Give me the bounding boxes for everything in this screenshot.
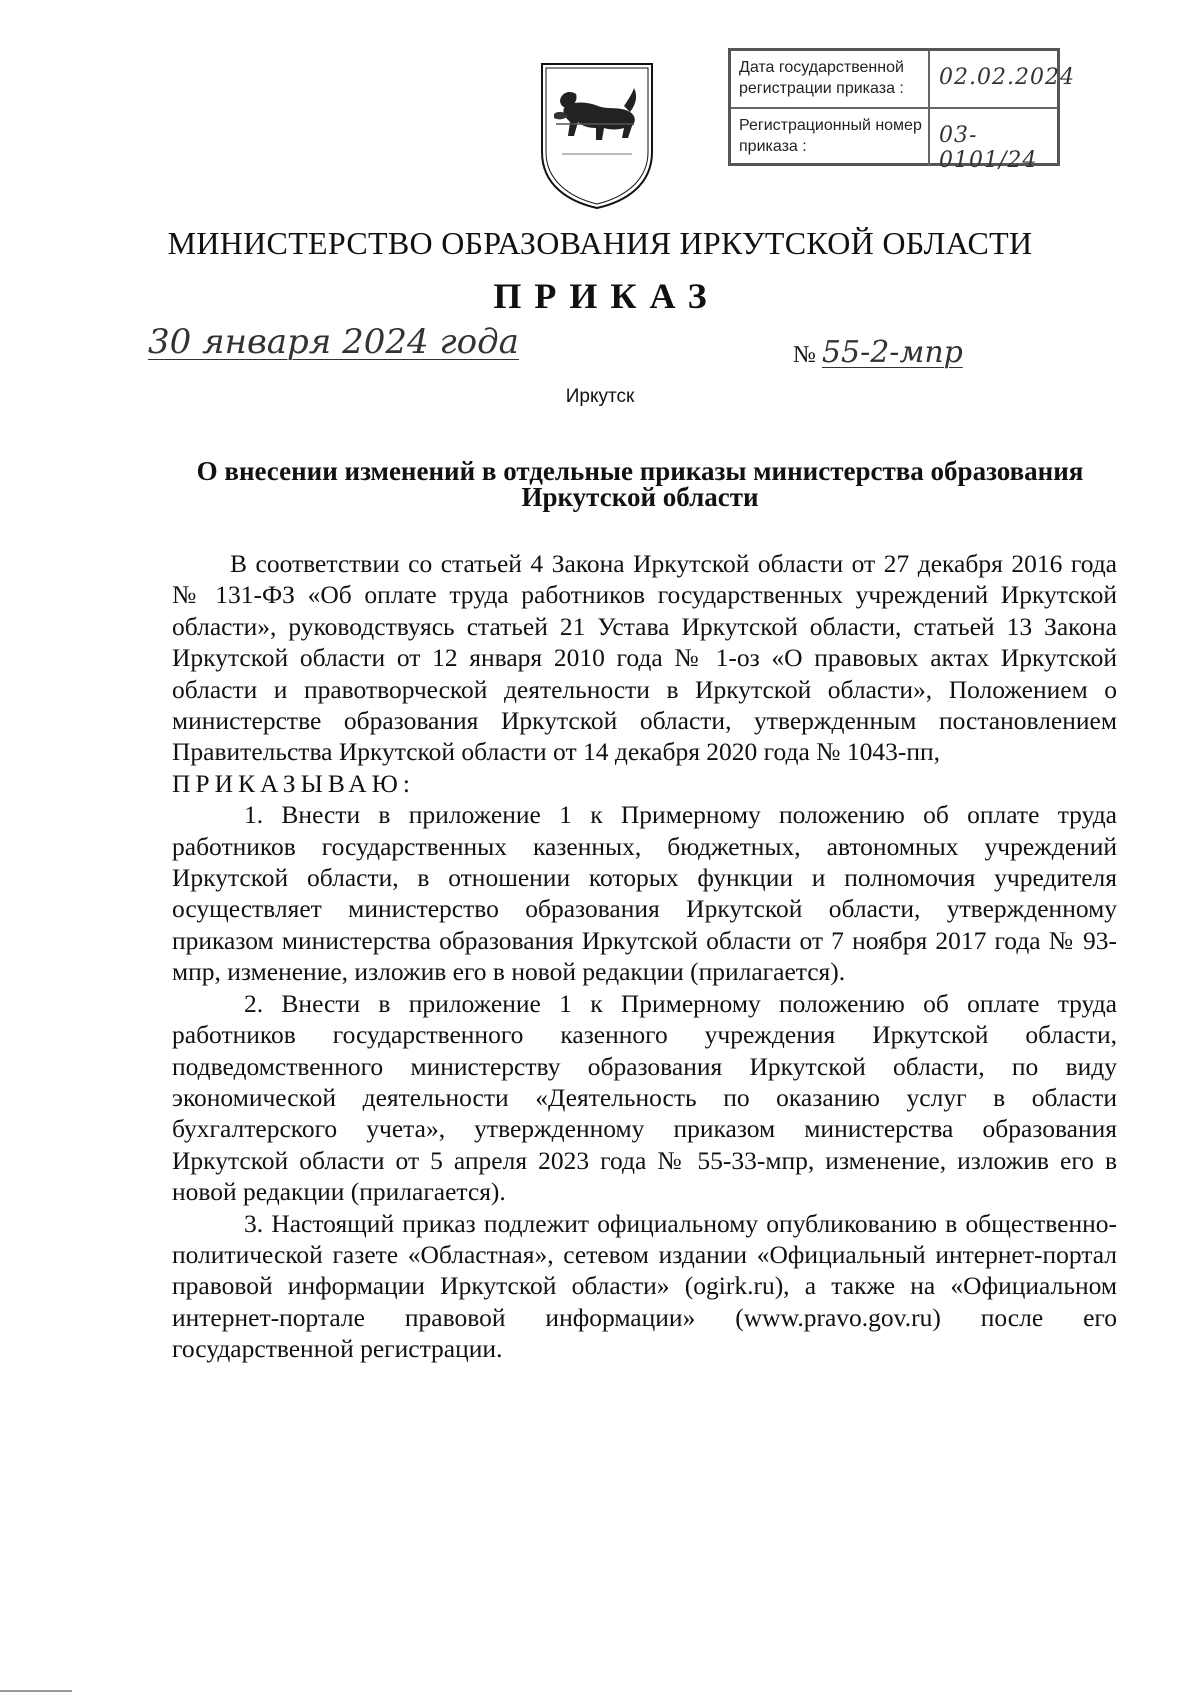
order-number <box>793 335 963 370</box>
order-word: ПРИКАЗЫВАЮ: <box>172 768 415 798</box>
registration-date-row <box>731 51 1075 109</box>
scan-artifact-line <box>0 1690 72 1692</box>
order-item-2: 2. Внести в приложение 1 к Примерному положению об оплате труда работников государственного казенного учреждения Иркутской области, подведомственного министерству образования Иркутской области, по виду экономической деятельности «Деятельность по оказанию услуг в области бухгалтерского учета», утвержденному приказом министерства образования Иркутской области от 5 апреля 2023 года № 55-33-мпр, изменение, изложив его в новой редакции (прилагается). <box>172 988 1117 1207</box>
order-item-1: 1. Внести в приложение 1 к Примерному положению об оплате труда работников государственных казенных, бюджетных, автономных учреждений Иркутской области, в отношении которых функции и полномочия учредителя осуществляет министерство образования Иркутской области, утвержденному приказом министерства образования Иркутской области от 7 ноября 2017 года № 93-мпр, изменение, изложив его в новой редакции (прилагается). <box>172 800 1117 987</box>
order-date: 30 января 2024 года <box>148 322 519 362</box>
order-number-value: 55-2-мпр <box>821 335 963 370</box>
registration-date-value: 02.02.2024 <box>939 65 1075 90</box>
registration-date-label: Дата государственной регистрации приказа : <box>739 59 904 97</box>
registration-stamp <box>728 48 1075 173</box>
preamble-paragraph: В соответствии со статьей 4 Закона Иркутской области от 27 декабря 2016 года № 131-ФЗ «Об оплате труда работников государственных учреждений Иркутской области», руководствуясь статьей 21 Устава Иркутской области, статьей 13 Закона Иркутской области от 12 января 2010 года № 1-оз «О правовых актах Иркутской области и правотворческой деятельности в Иркутской области», Положением о министерстве образования Иркутской области, утвержденным постановлением Правительства Иркутской области от 14 декабря 2020 года № 1043-пп, <box>172 549 1117 767</box>
ministry-name: МИНИСТЕРСТВО ОБРАЗОВАНИЯ ИРКУТСКОЙ ОБЛАСТИ <box>167 225 1033 261</box>
document-type: ПРИКАЗ <box>493 276 720 316</box>
registration-number-label: Регистрационный номер приказа : <box>739 117 922 155</box>
irkutsk-coat-of-arms-icon <box>538 60 656 210</box>
city: Иркутск <box>565 386 635 407</box>
document-body <box>172 548 1117 1365</box>
stamp-divider <box>928 109 930 165</box>
order-number-prefix: № <box>793 342 816 368</box>
order-item-3: 3. Настоящий приказ подлежит официальному опубликованию в общественно-политической газете «Областная», сетевом издании «Официальный интернет-портал правовой информации Иркутской области» (ogirk.ru), а также на «Официальном интернет-портале правовой информации» (www.pravo.gov.ru) после его государственной регистрации. <box>172 1208 1117 1364</box>
document-title: О внесении изменений в отдельные приказы министерства образования Иркутской области <box>196 456 1084 512</box>
stamp-divider <box>928 51 930 107</box>
registration-number-row <box>731 109 1057 173</box>
registration-number-value: 03-0101/24 <box>939 123 1038 173</box>
